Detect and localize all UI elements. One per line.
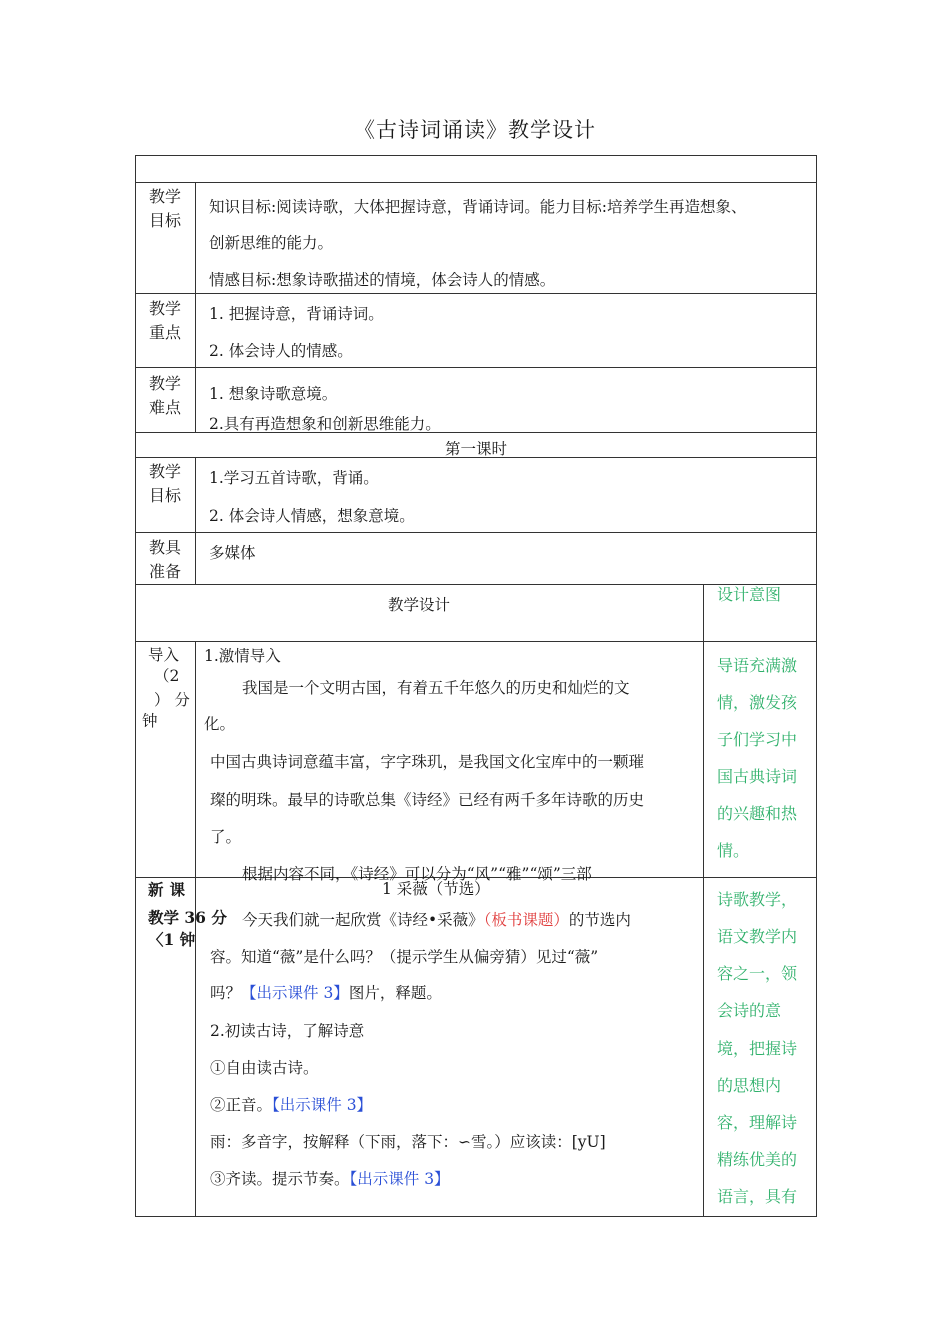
difficulty-label: 教学 难点 (148, 374, 181, 417)
goals-line: 情感目标:想象诗歌描述的情境，体会诗人的情感。 (209, 271, 556, 289)
lesson-goals-label: 教学 目标 (148, 462, 181, 505)
difficulty-line: 1. 想象诗歌意境。 (209, 385, 338, 403)
design-header: 教学设计 (387, 596, 450, 614)
newlesson-intent: 诗歌教学， 语文教学内 容之一，领 会诗的意 境，把握诗 的思想内 容，理解诗 精练优美的 语言，具有 (717, 890, 798, 1206)
focus-line: 1. 把握诗意，背诵诗词。 (209, 305, 384, 323)
page-title: 《古诗词诵读》教学设计 (354, 118, 596, 142)
intro-intent: 导语充满激 情，激发孩 子们学习中 国古典诗词 的兴趣和热 情。 (717, 656, 798, 860)
tools-text: 多媒体 (209, 544, 256, 562)
goals-line: 创新思维的能力。 (209, 234, 334, 252)
newlesson-label: 新课 教学 36 分 〈1 钟 (148, 880, 227, 949)
goals-label: 教学 目标 (148, 187, 181, 230)
goals-line: 知识目标:阅读诗歌，大体把握诗意，背诵诗词。能力目标:培养学生再造想象、 (209, 198, 747, 216)
intro-content: 1.激情导入 我国是一个文明古国，有着五千年悠久的历史和灿烂的文 化。 中国古典诗词意蕴丰富，字字珠玑，是我国文化宝库中的一颗璀 璨的明珠。最早的诗歌总集《诗经》已经有两千多年诗歌的历史 了。 根据内容不同，《诗经》可以分为“风”“雅”“颂”三部 (204, 647, 645, 883)
intro-label: 导入 （2 ） 分 钟 (142, 646, 190, 730)
intent-header: 设计意图 (717, 585, 782, 604)
newlesson-content: 1 采薇（节选） 今天我们就一起欣赏《诗经•采薇》（板书课题）的节选内 容。知道“薇”是什么吗？（提示学生从偏旁猜）见过“薇” 吗？【出示课件 3】图片，释题。 2.初读古诗，了解诗意 ①自由读古诗。 ②正音。【出示课件 3】 雨：多音字，按解释（下雨，落下：∽雪。）应该读：[yU] ③齐读。提示节奏。【出示课件 3】 (210, 880, 631, 1188)
lesson-plan-table (135, 155, 817, 1217)
lesson-header: 第一课时 (444, 440, 507, 458)
difficulty-line: 2.具有再造想象和创新思维能力。 (209, 415, 441, 433)
tools-label: 教具 准备 (148, 538, 181, 581)
focus-line: 2. 体会诗人的情感。 (209, 342, 353, 360)
lesson-goals-line: 1.学习五首诗歌，背诵。 (209, 469, 379, 487)
lesson-goals-line: 2. 体会诗人情感，想象意境。 (209, 507, 415, 525)
focus-label: 教学 重点 (148, 299, 181, 342)
